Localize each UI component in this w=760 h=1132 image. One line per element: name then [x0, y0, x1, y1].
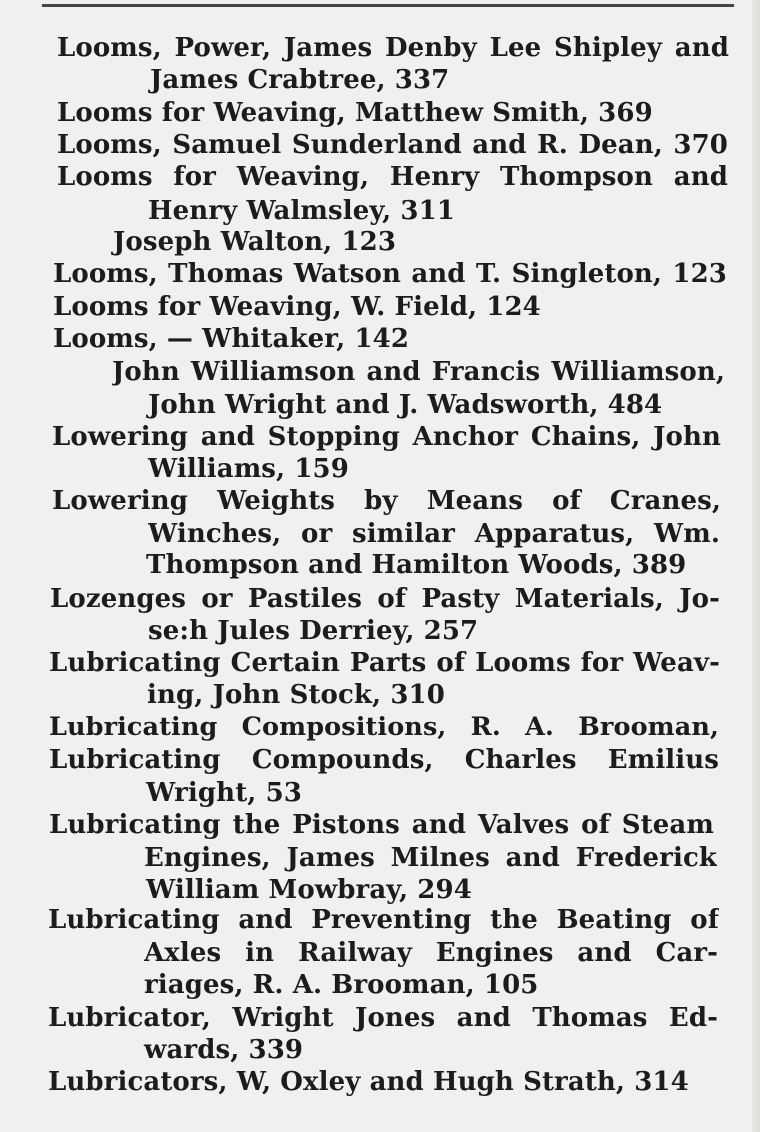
- index-line: Lowering and Stopping Anchor Chains, John: [52, 422, 721, 452]
- index-line: Joseph Walton, 123: [113, 227, 397, 257]
- index-line: Looms, Samuel Sunderland and R. Dean, 370: [57, 130, 728, 160]
- index-line: Lubricating Compounds, Charles Emilius: [49, 745, 719, 775]
- index-line: Winches, or similar Apparatus, Wm.: [148, 519, 720, 549]
- index-line: Lozenges or Pastiles of Pasty Materials, Jo-: [50, 584, 720, 614]
- index-line: Looms, — Whitaker, 142: [53, 324, 410, 354]
- index-line: Williams, 159: [148, 454, 349, 484]
- index-line: Engines, James Milnes and Frederick: [144, 843, 717, 873]
- index-line: Thompson and Hamilton Woods, 389: [146, 550, 687, 580]
- index-line: wards, 339: [144, 1035, 304, 1065]
- index-line: Lubricating the Pistons and Valves of Steam: [49, 810, 714, 840]
- index-line: Henry Walmsley, 311: [148, 196, 455, 226]
- index-line: James Crabtree, 337: [150, 65, 450, 95]
- index-line: Lowering Weights by Means of Cranes,: [52, 486, 721, 516]
- index-line: ing, John Stock, 310: [147, 680, 445, 710]
- index-line: William Mowbray, 294: [146, 875, 472, 905]
- index-line: Lubricating and Preventing the Beating of: [48, 905, 719, 935]
- index-line: Looms for Weaving, W. Field, 124: [53, 292, 541, 322]
- index-line: Looms, Power, James Denby Lee Shipley and: [57, 33, 729, 63]
- index-line: Looms, Thomas Watson and T. Singleton, 123: [53, 259, 727, 289]
- index-line: John Williamson and Francis Williamson,: [112, 357, 725, 387]
- index-line: Looms for Weaving, Henry Thompson and: [57, 162, 728, 192]
- index-line: John Wright and J. Wadsworth, 484: [148, 390, 663, 420]
- index-line: Looms for Weaving, Matthew Smith, 369: [57, 98, 653, 128]
- index-line: Axles in Railway Engines and Car-: [144, 938, 718, 968]
- index-line: Lubricator, Wright Jones and Thomas Ed-: [48, 1003, 718, 1033]
- index-line: Lubricators, W, Oxley and Hugh Strath, 314: [48, 1067, 689, 1097]
- index-line: Lubricating Compositions, R. A. Brooman,: [49, 712, 719, 742]
- index-line: Wright, 53: [146, 778, 302, 808]
- index-line: riages, R. A. Brooman, 105: [144, 970, 539, 1000]
- index-line: Lubricating Certain Parts of Looms for Weav-: [49, 648, 720, 678]
- index-line: se:h Jules Derriey, 257: [148, 616, 479, 646]
